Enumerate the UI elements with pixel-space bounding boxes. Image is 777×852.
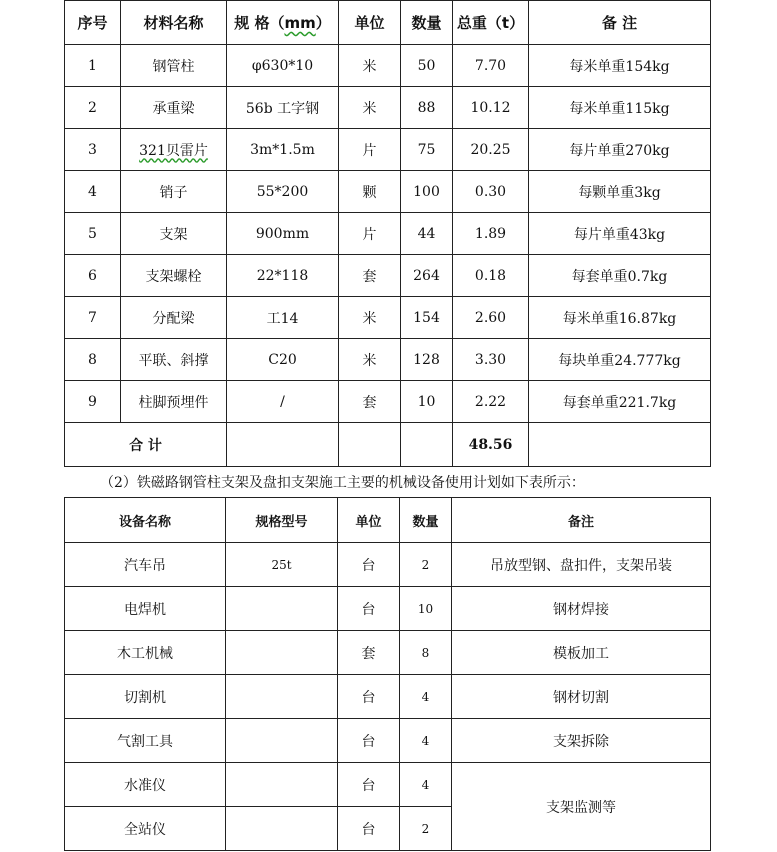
row-model (226, 631, 338, 675)
header-remarks: 备注 (452, 498, 711, 543)
row-material-name (121, 129, 227, 171)
row-model: 25t (226, 543, 338, 587)
row-material-name: 承重梁 (121, 87, 227, 129)
row-total-weight: 7.70 (453, 45, 529, 87)
header-spec-unit: mm (284, 14, 316, 32)
row-index: 5 (65, 213, 121, 255)
row-total-weight: 2.22 (453, 381, 529, 423)
row-index: 8 (65, 339, 121, 381)
row-quantity: 88 (401, 87, 453, 129)
table-row (65, 87, 711, 129)
materials-table (64, 0, 711, 467)
row-material-name: 支架螺栓 (121, 255, 227, 297)
row-unit: 片 (339, 213, 401, 255)
row-unit: 台 (338, 543, 400, 587)
row-material-name: 分配梁 (121, 297, 227, 339)
row-unit: 套 (339, 255, 401, 297)
row-unit: 米 (339, 45, 401, 87)
header-material-name: 材料名称 (121, 1, 227, 45)
total-empty-remarks (529, 423, 711, 467)
row-remarks: 每米单重115kg (529, 87, 711, 129)
table-row (65, 297, 711, 339)
row-spec: 55*200 (227, 171, 339, 213)
header-unit: 单位 (338, 498, 400, 543)
row-total-weight: 1.89 (453, 213, 529, 255)
row-remarks: 吊放型钢、盘扣件，支架吊装 (452, 543, 711, 587)
row-remarks: 每片单重270kg (529, 129, 711, 171)
row-material-name: 钢管柱 (121, 45, 227, 87)
total-empty-spec (227, 423, 339, 467)
table-row (65, 763, 711, 807)
row-model (226, 763, 338, 807)
row-index: 9 (65, 381, 121, 423)
row-equipment-name: 全站仪 (65, 807, 226, 851)
table-row (65, 631, 711, 675)
row-total-weight: 10.12 (453, 87, 529, 129)
equipment-caption: （2）铁磁路钢管柱支架及盘扣支架施工主要的机械设备使用计划如下表所示： (100, 475, 585, 491)
row-model (226, 719, 338, 763)
row-model (226, 587, 338, 631)
row-unit: 颗 (339, 171, 401, 213)
table-row (65, 381, 711, 423)
row-remarks: 支架拆除 (452, 719, 711, 763)
row-index: 1 (65, 45, 121, 87)
row-unit: 台 (338, 587, 400, 631)
row-total-weight: 0.30 (453, 171, 529, 213)
row-spec: 900mm (227, 213, 339, 255)
row-model (226, 675, 338, 719)
row-unit: 米 (339, 339, 401, 381)
table-row (65, 255, 711, 297)
row-spec: 工14 (227, 297, 339, 339)
total-empty-quantity (401, 423, 453, 467)
total-weight-value: 48.56 (453, 423, 529, 467)
total-label: 合 计 (65, 423, 227, 467)
row-quantity: 4 (400, 763, 452, 807)
row-quantity: 10 (400, 587, 452, 631)
table-row (65, 719, 711, 763)
table-row (65, 45, 711, 87)
row-remarks: 每块单重24.777kg (529, 339, 711, 381)
materials-header-row (65, 1, 711, 45)
row-remarks: 每颗单重3kg (529, 171, 711, 213)
row-quantity: 10 (401, 381, 453, 423)
row-quantity: 100 (401, 171, 453, 213)
total-empty-unit (339, 423, 401, 467)
table-row (65, 129, 711, 171)
table-row (65, 213, 711, 255)
header-quantity: 数量 (401, 1, 453, 45)
row-total-weight: 0.18 (453, 255, 529, 297)
equipment-header-row (65, 498, 711, 543)
header-spec (227, 1, 339, 45)
row-index: 2 (65, 87, 121, 129)
row-spec: 22*118 (227, 255, 339, 297)
row-total-weight: 2.60 (453, 297, 529, 339)
row-material-name: 柱脚预埋件 (121, 381, 227, 423)
row-unit: 台 (338, 675, 400, 719)
row-spec: / (227, 381, 339, 423)
row-material-name: 销子 (121, 171, 227, 213)
header-remarks: 备 注 (529, 1, 711, 45)
row-model (226, 807, 338, 851)
table-row (65, 587, 711, 631)
header-total-weight: 总重（t） (453, 1, 529, 45)
row-quantity: 50 (401, 45, 453, 87)
table-row (65, 339, 711, 381)
row-unit: 米 (339, 87, 401, 129)
row-quantity: 154 (401, 297, 453, 339)
row-unit: 台 (338, 763, 400, 807)
row-remarks: 钢材切割 (452, 675, 711, 719)
row-unit: 台 (338, 807, 400, 851)
header-index: 序号 (65, 1, 121, 45)
row-quantity: 128 (401, 339, 453, 381)
row-equipment-name: 水准仪 (65, 763, 226, 807)
table-row (65, 171, 711, 213)
row-material-name: 支架 (121, 213, 227, 255)
header-equipment-name: 设备名称 (65, 498, 226, 543)
row-equipment-name: 木工机械 (65, 631, 226, 675)
row-index: 7 (65, 297, 121, 339)
row-remarks: 每米单重154kg (529, 45, 711, 87)
row-spec: C20 (227, 339, 339, 381)
row-equipment-name: 汽车吊 (65, 543, 226, 587)
header-quantity: 数量 (400, 498, 452, 543)
row-remarks: 每片单重43kg (529, 213, 711, 255)
header-spec-label: 规 格（mm） (234, 14, 331, 32)
row-quantity: 44 (401, 213, 453, 255)
row-unit: 米 (339, 297, 401, 339)
row-remarks: 每套单重221.7kg (529, 381, 711, 423)
total-row (65, 423, 711, 467)
row-equipment-name: 气割工具 (65, 719, 226, 763)
row-quantity: 2 (400, 807, 452, 851)
table-row (65, 543, 711, 587)
row-spec: φ630*10 (227, 45, 339, 87)
row-quantity: 264 (401, 255, 453, 297)
row-unit: 套 (338, 631, 400, 675)
row-quantity: 4 (400, 675, 452, 719)
row-index: 3 (65, 129, 121, 171)
header-model: 规格型号 (226, 498, 338, 543)
row-quantity: 2 (400, 543, 452, 587)
row-quantity: 8 (400, 631, 452, 675)
row-index: 6 (65, 255, 121, 297)
row-remarks: 钢材焊接 (452, 587, 711, 631)
row-unit: 片 (339, 129, 401, 171)
row-spec: 3m*1.5m (227, 129, 339, 171)
row-equipment-name: 电焊机 (65, 587, 226, 631)
table-row (65, 675, 711, 719)
row-remarks: 每米单重16.87kg (529, 297, 711, 339)
row-equipment-name: 切割机 (65, 675, 226, 719)
row-quantity: 4 (400, 719, 452, 763)
row-remarks-merged: 支架监测等 (452, 763, 711, 851)
row-total-weight: 3.30 (453, 339, 529, 381)
header-unit: 单位 (339, 1, 401, 45)
row-remarks: 模板加工 (452, 631, 711, 675)
row-material-name-label: 321贝雷片 (139, 142, 208, 159)
row-quantity: 75 (401, 129, 453, 171)
row-total-weight: 20.25 (453, 129, 529, 171)
row-unit: 台 (338, 719, 400, 763)
equipment-table (64, 497, 711, 851)
row-remarks: 每套单重0.7kg (529, 255, 711, 297)
row-index: 4 (65, 171, 121, 213)
row-spec: 56b 工字钢 (227, 87, 339, 129)
row-material-name: 平联、斜撑 (121, 339, 227, 381)
row-unit: 套 (339, 381, 401, 423)
